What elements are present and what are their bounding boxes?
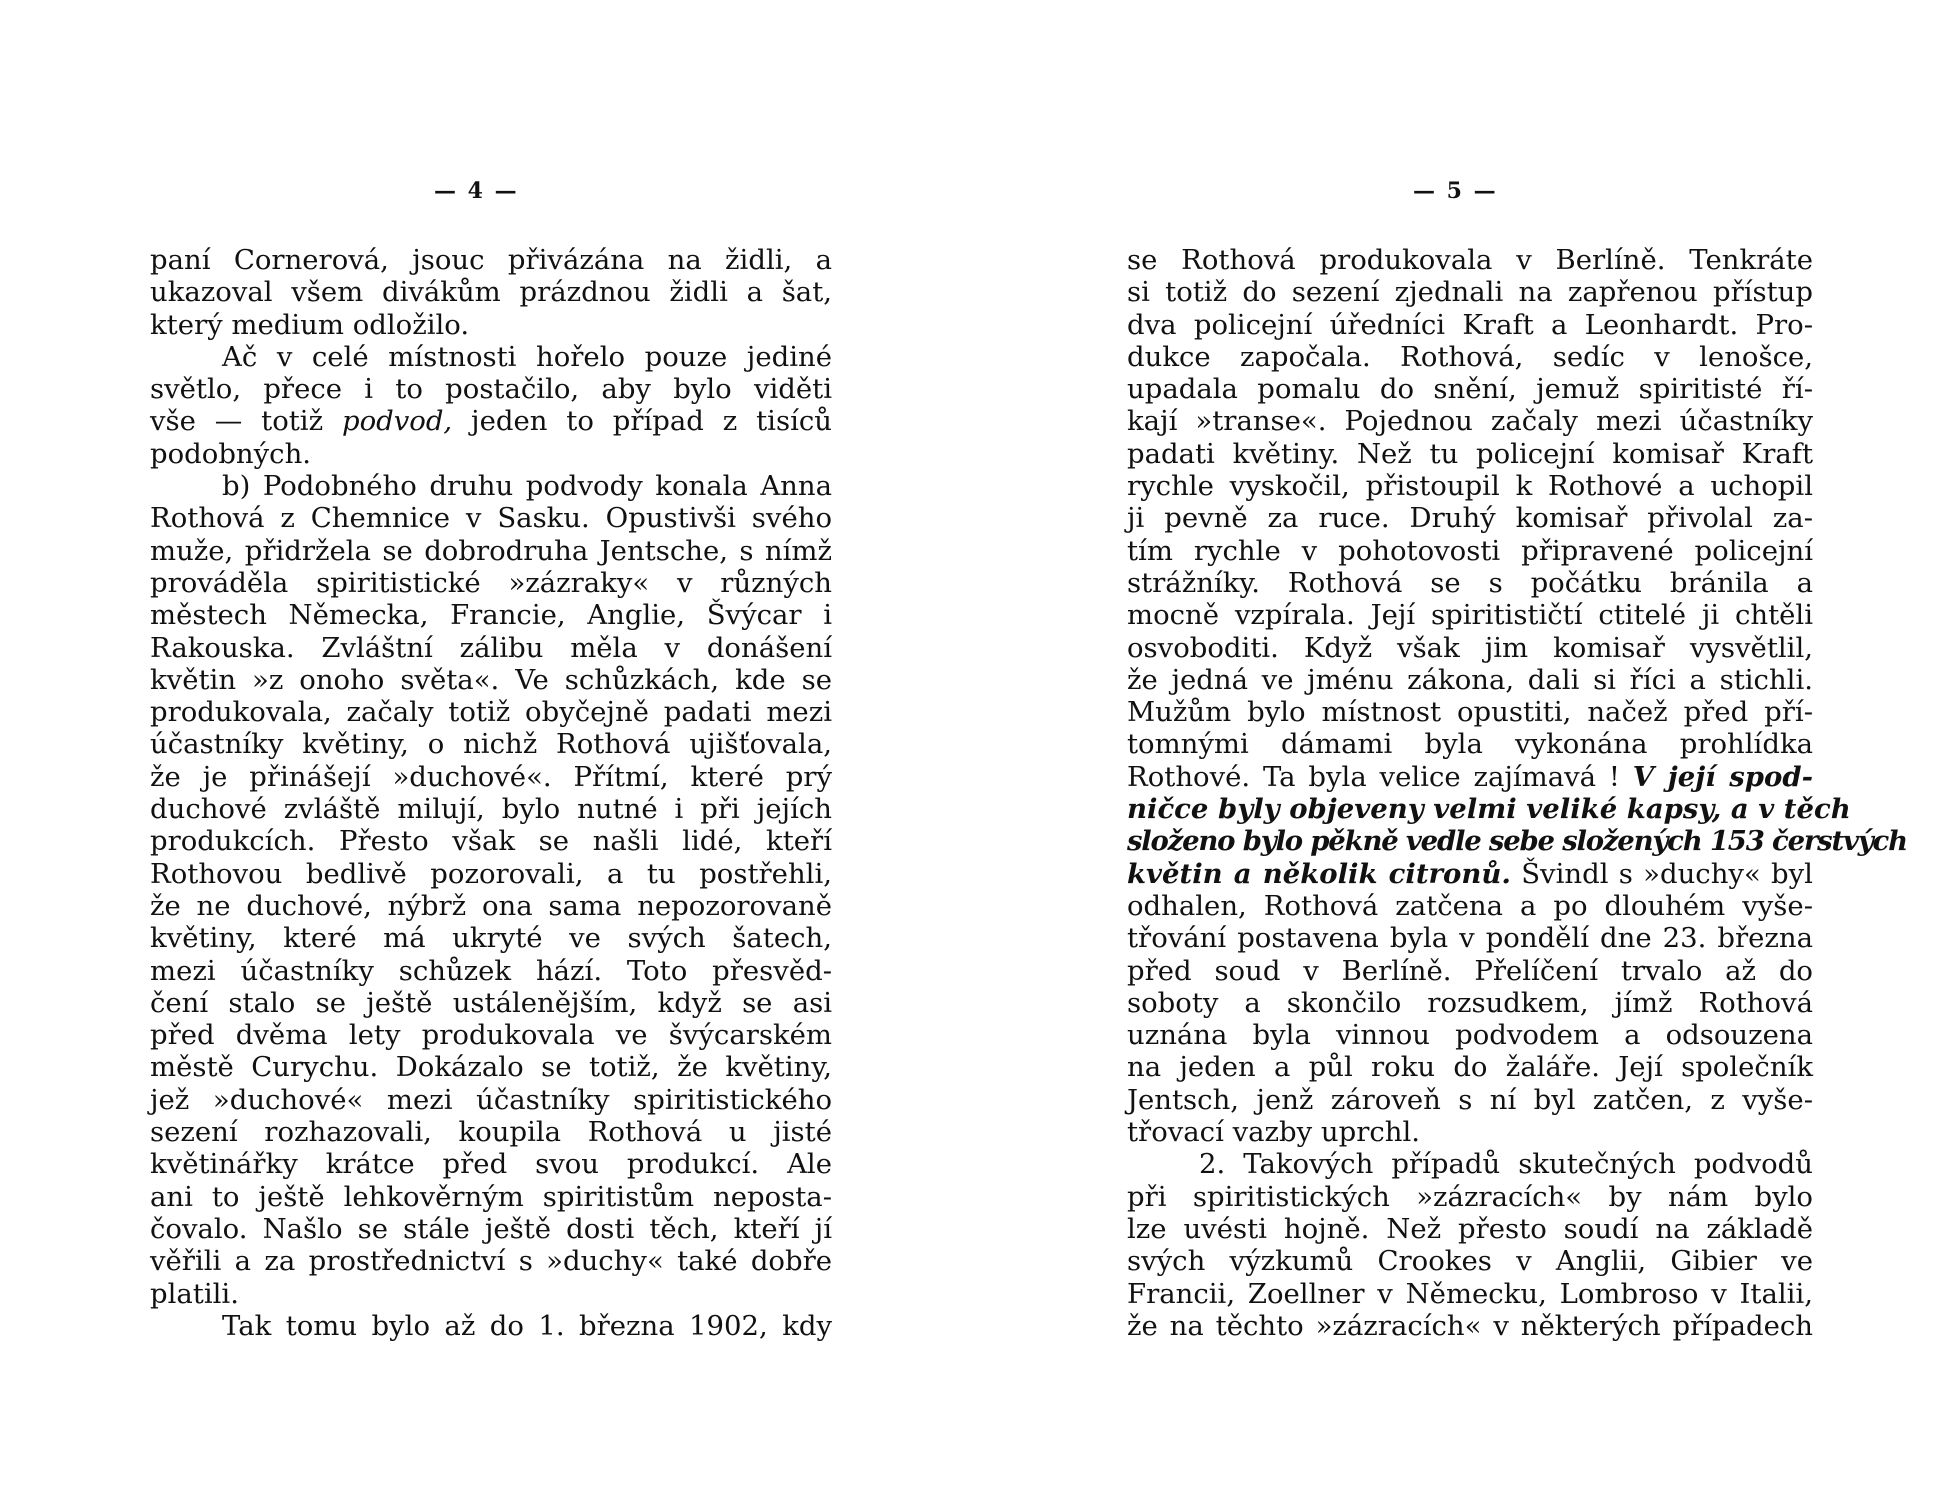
text-line: městech Německa, Francie, Anglie, Švýcar i <box>150 599 832 632</box>
text-line: ani to ještě lehkověrným spiritistům neposta- <box>150 1180 832 1213</box>
text-line: městě Curychu. Dokázalo se totiž, že květiny, <box>150 1051 832 1084</box>
text-line: b) Podobného druhu podvody konala Anna <box>222 470 832 503</box>
text-line: že jedná ve jménu zákona, dali si říci a stichli. <box>1127 663 1813 696</box>
text-line: uznána byla vinnou podvodem a odsouzena <box>1127 1019 1813 1052</box>
text-line: věřili a za prostřednictví s »duchy« také dobře <box>150 1245 832 1278</box>
text-line: čení stalo se ještě ustálenějším, když se asi <box>150 986 832 1019</box>
text-line: si totiž do sezení zjednali na zapřenou přístup <box>1127 276 1813 309</box>
page-number-right: — 5 — <box>1413 178 1498 204</box>
text-line: duchové zvláště milují, bylo nutné i při jejích <box>150 793 832 826</box>
text-line: světlo, přece i to postačilo, aby bylo viděti <box>150 373 832 406</box>
left-page-text <box>150 244 832 1342</box>
text-line: sezení rozhazovali, koupila Rothová u jisté <box>150 1116 832 1149</box>
text-line: upadala pomalu do snění, jemuž spiritisté ří- <box>1127 373 1813 406</box>
emphasis-line: složeno bylo pěkně vedle sebe složených 153 čerstvých <box>1127 825 1907 858</box>
text-line: lze uvésti hojně. Než přesto soudí na základě <box>1127 1212 1813 1245</box>
text-line: čovalo. Našlo se stále ještě dosti těch, kteří jí <box>150 1212 832 1245</box>
text-line: Ač v celé místnosti hořelo pouze jediné <box>222 340 832 373</box>
emphasis-line: ničce byly objeveny velmi veliké kapsy, a v těch <box>1127 793 1851 826</box>
text-line: se Rothová produkovala v Berlíně. Tenkráte <box>1127 244 1813 276</box>
text-line: jež »duchové« mezi účastníky spiritistického <box>150 1083 832 1116</box>
text-line: třování postavena byla v pondělí dne 23. března <box>1127 922 1813 955</box>
text-line: že na těchto »zázracích« v některých případech <box>1127 1309 1813 1342</box>
text-run: vše — totiž <box>150 405 342 438</box>
text-line: strážníky. Rothová se s počátku bránila a <box>1127 566 1813 599</box>
text-line: odhalen, Rothová zatčena a po dlouhém vyše- <box>1127 889 1813 922</box>
text-line: který medium odložilo. <box>150 308 470 341</box>
text-line: prováděla spiritistické »zázraky« v různých <box>150 566 832 599</box>
text-line: dva policejní úředníci Kraft a Leonhardt. Pro- <box>1127 308 1813 341</box>
text-line: osvoboditi. Když však jim komisař vysvětlil, <box>1127 631 1813 664</box>
text-line: ukazoval všem divákům prázdnou židli a šat, <box>150 276 832 309</box>
text-line: platili. <box>150 1277 239 1310</box>
text-line: rychle vyskočil, přistoupil k Rothové a uchopil <box>1127 470 1813 503</box>
text-line: soboty a skončilo rozsudkem, jímž Rothová <box>1127 986 1813 1019</box>
text-line: produkovala, začaly totiž obyčejně padati mezi <box>150 696 832 729</box>
text-run: Švindl s »duchy« byl <box>1510 857 1813 890</box>
text-line: ji pevně za ruce. Druhý komisař přivolal za- <box>1127 502 1813 535</box>
text-run: jeden to případ z tisíců <box>452 405 832 438</box>
text-line: na jeden a půl roku do žaláře. Její společník <box>1127 1051 1813 1084</box>
text-line: svých výzkumů Crookes v Anglii, Gibier ve <box>1127 1245 1813 1278</box>
emphasis-text: V její spod- <box>1632 760 1813 793</box>
right-page-text <box>1127 244 1907 1342</box>
text-line: že je přinášejí »duchové«. Přítmí, které prý <box>150 760 832 793</box>
emphasis-text: podvod, <box>341 405 453 438</box>
text-line: kají »transe«. Pojednou začaly mezi účastníky <box>1127 405 1813 438</box>
text-line: paní Cornerová, jsouc přivázána na židli, a <box>150 244 832 276</box>
right-page <box>975 0 1950 1500</box>
text-line: Jentsch, jenž zároveň s ní byl zatčen, z vyše- <box>1127 1083 1813 1116</box>
text-line: tomnými dámami byla vykonána prohlídka <box>1127 728 1813 761</box>
text-line: třovací vazby uprchl. <box>1127 1116 1421 1149</box>
text-line: Tak tomu bylo až do 1. března 1902, kdy <box>222 1309 832 1342</box>
text-line: Rothová z Chemnice v Sasku. Opustivši svého <box>150 502 832 535</box>
text-line: mezi účastníky schůzek hází. Toto přesvěd- <box>150 954 832 987</box>
text-line: 2. Takových případů skutečných podvodů <box>1199 1148 1813 1181</box>
text-line: Rothovou bedlivě pozorovali, a tu postřehli, <box>150 857 832 890</box>
text-line: při spiritistických »zázracích« by nám bylo <box>1127 1180 1813 1213</box>
text-line: před dvěma lety produkovala ve švýcarském <box>150 1019 832 1052</box>
text-line: podobných. <box>150 437 312 470</box>
emphasis-text: květin a několik citronů. <box>1127 857 1511 890</box>
text-line: květinářky krátce před svou produkcí. Ale <box>150 1148 832 1181</box>
text-line: Francii, Zoellner v Německu, Lombroso v Italii, <box>1127 1277 1813 1310</box>
text-line: před soud v Berlíně. Přelíčení trvalo až do <box>1127 954 1813 987</box>
text-line: dukce započala. Rothová, sedíc v lenošce, <box>1127 340 1813 373</box>
text-line <box>150 405 832 437</box>
text-line: květin »z onoho světa«. Ve schůzkách, kde se <box>150 663 832 696</box>
text-line: Mužům bylo místnost opustiti, načež před pří- <box>1127 696 1813 729</box>
text-line: produkcích. Přesto však se našli lidé, kteří <box>150 825 832 858</box>
text-line: muže, přidržela se dobrodruha Jentsche, s nímž <box>150 534 832 567</box>
text-line: mocně vzpírala. Její spiritističtí ctitelé ji chtěli <box>1127 599 1813 632</box>
text-line <box>1127 858 1813 890</box>
text-run: Rothové. Ta byla velice zajímavá ! <box>1127 760 1633 793</box>
text-line: Rakouska. Zvláštní zálibu měla v donášení <box>150 631 832 664</box>
text-line: účastníky květiny, o nichž Rothová ujišťovala, <box>150 728 832 761</box>
text-line: že ne duchové, nýbrž ona sama nepozorovaně <box>150 889 832 922</box>
text-line <box>1127 761 1813 793</box>
page-number-left: — 4 — <box>434 178 519 204</box>
text-line: květiny, které má ukryté ve svých šatech, <box>150 922 832 955</box>
text-line: tím rychle v pohotovosti připravené policejní <box>1127 534 1813 567</box>
text-line: padati květiny. Než tu policejní komisař Kraft <box>1127 437 1813 470</box>
